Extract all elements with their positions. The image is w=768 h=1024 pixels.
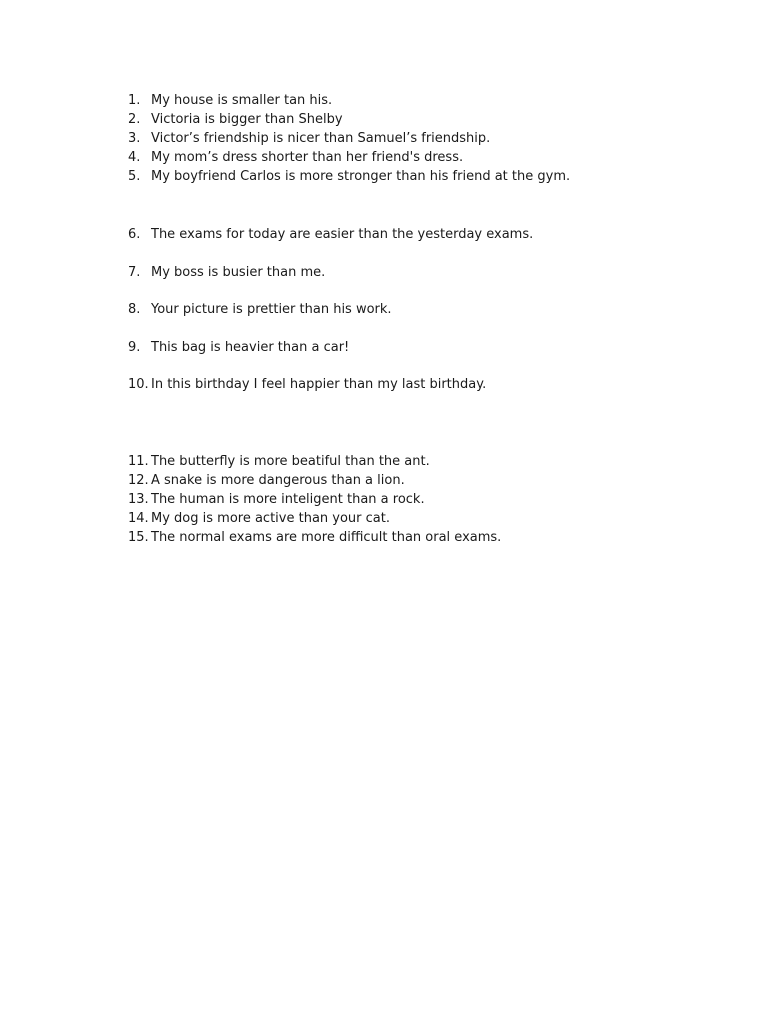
item-number: 12.: [128, 473, 149, 488]
list-item: [128, 167, 728, 186]
list-item: [128, 452, 728, 471]
list-item: [128, 110, 728, 129]
item-text: Victoria is bigger than Shelby: [151, 112, 343, 127]
item-number: 15.: [128, 530, 149, 545]
list-item: [128, 129, 728, 148]
item-text: My house is smaller tan his.: [151, 93, 333, 108]
item-number: 8.: [128, 302, 141, 317]
list-item: [128, 263, 728, 282]
item-text: The exams for today are easier than the yesterday exams.: [151, 227, 534, 242]
list-item: [128, 471, 728, 490]
sentence-list-2: [128, 225, 728, 413]
item-number: 9.: [128, 339, 141, 355]
list-item: [128, 490, 728, 509]
item-text: A snake is more dangerous than a lion.: [151, 473, 405, 488]
sentence-list-3: [128, 452, 728, 547]
item-number: 11.: [128, 454, 149, 469]
item-text: In this birthday I feel happier than my last birthday.: [151, 377, 487, 392]
list-item: [128, 91, 728, 110]
item-number: 4.: [128, 150, 141, 165]
item-text: My boss is busier than me.: [151, 264, 326, 280]
item-number: 6.: [128, 227, 141, 242]
item-number: 2.: [128, 112, 141, 127]
item-number: 7.: [128, 264, 141, 280]
item-number: 5.: [128, 169, 141, 184]
item-text: Victor’s friendship is nicer than Samuel’s friendship.: [151, 131, 491, 146]
item-text: My boyfriend Carlos is more stronger than his friend at the gym.: [151, 169, 571, 184]
list-item: [128, 375, 728, 394]
item-text: This bag is heavier than a car!: [151, 339, 350, 355]
item-number: 1.: [128, 93, 141, 108]
list-item: [128, 225, 728, 244]
list-item: [128, 528, 728, 547]
item-text: Your picture is prettier than his work.: [151, 302, 392, 317]
item-text: My dog is more active than your cat.: [151, 511, 390, 526]
item-text: The normal exams are more difficult than oral exams.: [151, 530, 502, 545]
item-text: The human is more inteligent than a rock.: [151, 492, 425, 507]
item-number: 13.: [128, 492, 149, 507]
sentence-list-1: [128, 91, 728, 186]
item-text: The butterfly is more beatiful than the ant.: [151, 454, 430, 469]
list-item: [128, 300, 728, 319]
list-item: [128, 509, 728, 528]
item-text: My mom’s dress shorter than her friend's dress.: [151, 150, 464, 165]
list-item: [128, 338, 728, 357]
item-number: 3.: [128, 131, 141, 146]
list-item: [128, 148, 728, 167]
item-number: 14.: [128, 511, 149, 526]
item-number: 10.: [128, 377, 149, 392]
